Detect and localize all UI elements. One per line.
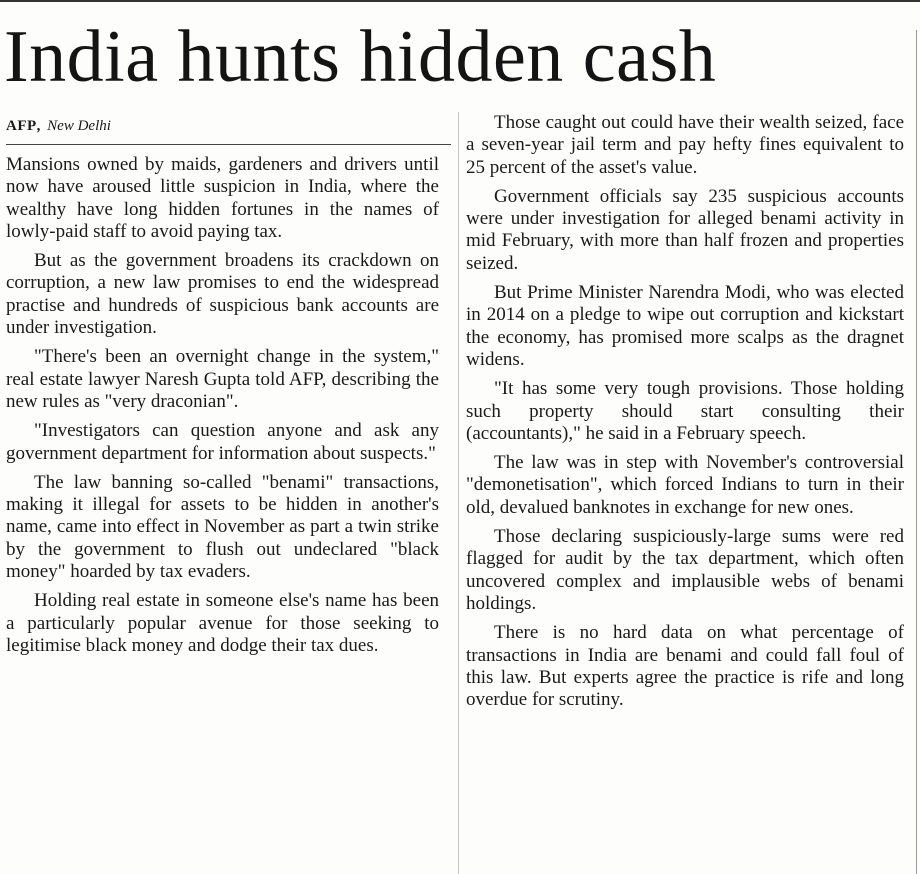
paragraph: Those declaring suspiciously-large sums were red flagged for audit by the tax department, which often uncovered complex and implausible webs of benami holdings. xyxy=(466,526,904,614)
paragraph: There is no hard data on what percentage of transactions in India are benami and could fall foul of this law. But experts agree the practice is rife and long overdue for scrutiny. xyxy=(466,622,904,711)
paragraph: The law was in step with November's controversial "demonetisation", which forced Indians to turn in their old, devalued banknotes in exchange for new ones. xyxy=(466,452,904,518)
paragraph: But Prime Minister Narendra Modi, who was elected in 2014 on a pledge to wipe out corruption and kickstart the economy, has promised more scalps as the dragnet widens. xyxy=(466,282,904,370)
byline-dateline: New Delhi xyxy=(47,118,111,134)
byline-rule xyxy=(6,144,451,145)
right-border-rule xyxy=(916,30,917,874)
paragraph: Mansions owned by maids, gardeners and drivers until now have aroused little suspicion in India, where the wealthy have long hidden fortunes in the names of lowly-paid staff to avoid paying tax. xyxy=(6,154,439,242)
paragraph: But as the government broadens its crackdown on corruption, a new law promises to end the widespread practise and hundreds of suspicious bank accounts are under investigation. xyxy=(6,250,439,339)
paragraph: Those caught out could have their wealth seized, face a seven-year jail term and pay hefty fines equivalent to 25 percent of the asset's value. xyxy=(466,112,904,178)
headline: India hunts hidden cash xyxy=(4,16,717,98)
paragraph: "It has some very tough provisions. Those holding such property should start consulting their (accountants)," he said in a February speech. xyxy=(466,378,904,444)
byline xyxy=(6,117,111,135)
paragraph: "Investigators can question anyone and ask any government department for information about suspects." xyxy=(6,420,439,464)
paragraph: Holding real estate in someone else's name has been a particularly popular avenue for those seeking to legitimise black money and dodge their tax dues. xyxy=(6,590,439,656)
byline-separator: , xyxy=(36,118,41,134)
column-divider xyxy=(458,112,459,874)
byline-agency: AFP xyxy=(6,118,37,134)
paragraph: "There's been an overnight change in the system," real estate lawyer Naresh Gupta told AFP, describing the new rules as "very draconian". xyxy=(6,346,439,412)
paragraph: The law banning so-called "benami" transactions, making it illegal for assets to be hidden in another's name, came into effect in November as part a twin strike by the government to flush out undeclared "black money" hoarded by tax evaders. xyxy=(6,471,439,583)
paragraph: Government officials say 235 suspicious accounts were under investigation for alleged benami activity in mid February, with more than half frozen and properties seized. xyxy=(466,185,904,274)
article-column-right xyxy=(466,112,904,718)
article-column-left xyxy=(6,154,439,664)
top-border-rule xyxy=(0,0,920,2)
